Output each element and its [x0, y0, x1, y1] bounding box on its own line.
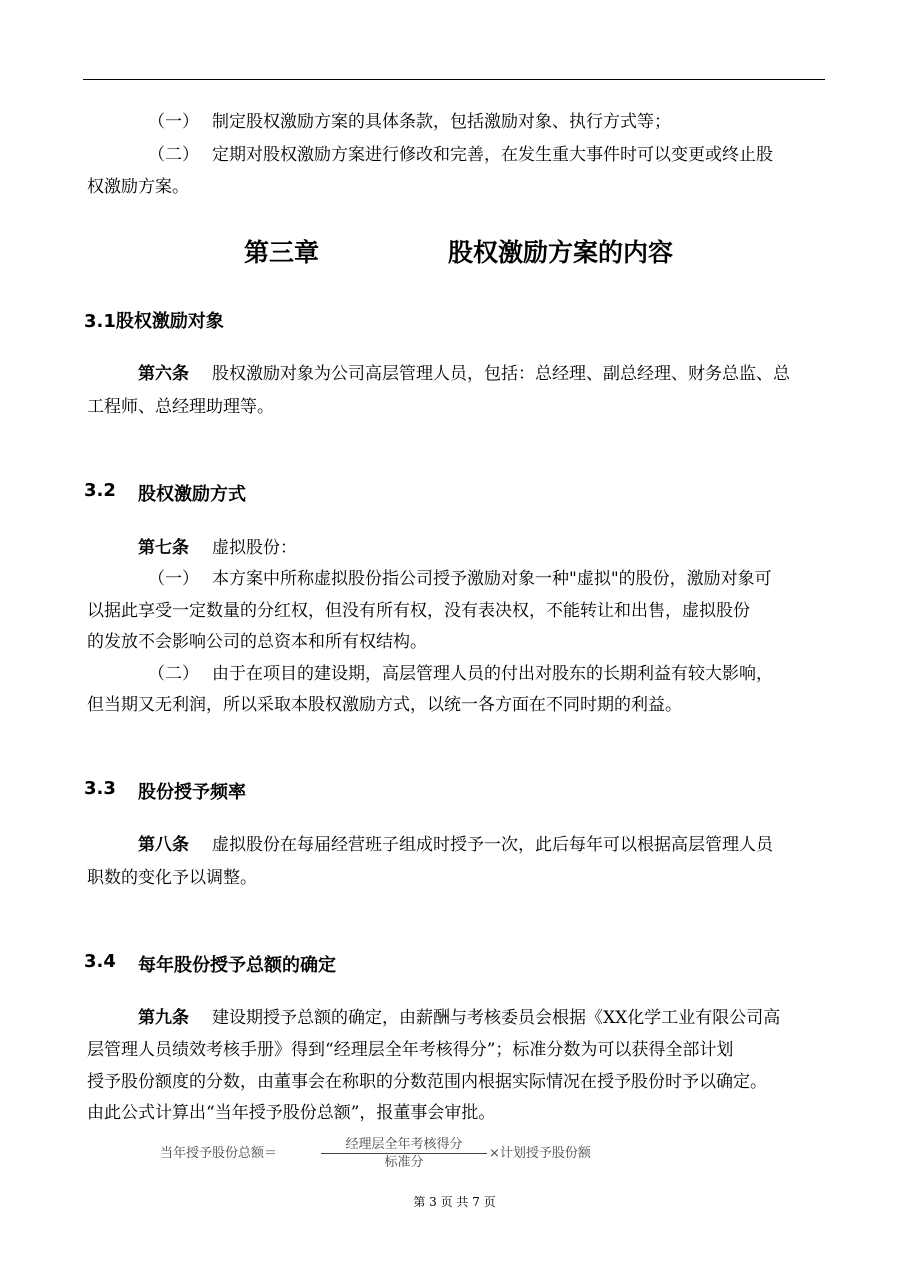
list-item-text: 制定股权激励方案的具体条款，包括激励对象、执行方式等； [212, 112, 671, 132]
page-footer: 第 3 页 共 7 页 [413, 1195, 496, 1209]
formula-rhs: ×计划授予股份额 [489, 1146, 591, 1161]
formula-lhs: 当年授予股份总额＝ [160, 1146, 278, 1161]
chapter-number: 第三章 [244, 238, 320, 267]
list-item-text: 但当期又无利润，所以采取本股权激励方式，以统一各方面在不同时期的利益。 [87, 695, 682, 715]
list-item-text: 的发放不会影响公司的总资本和所有权结构。 [87, 632, 427, 652]
article-text: 虚拟股份在每届经营班子组成时授予一次，此后每年可以根据高层管理人员 [212, 835, 773, 855]
article-text: 工程师、总经理助理等。 [87, 397, 274, 417]
section-number: 3.4 [84, 951, 116, 972]
header-rule [83, 79, 825, 80]
section-title: 股权激励方式 [138, 484, 246, 505]
article-label: 第九条 [138, 1008, 189, 1028]
article-text: 建设期授予总额的确定，由薪酬与考核委员会根据《XX化学工业有限公司高 [212, 1008, 781, 1028]
article-text: 由此公式计算出“当年授予股份总额”，报董事会审批。 [87, 1103, 496, 1123]
formula-denominator: 标准分 [384, 1155, 424, 1170]
formula-fraction [321, 1136, 487, 1171]
article-text: 职数的变化予以调整。 [87, 868, 257, 888]
article-label: 第八条 [138, 835, 189, 855]
section-title: 每年股份授予总额的确定 [138, 955, 336, 976]
article-text: 授予股份额度的分数，由董事会在称职的分数范围内根据实际情况在授予股份时予以确定。 [87, 1072, 767, 1092]
list-item-text: 由于在项目的建设期，高层管理人员的付出对股东的长期利益有较大影响， [212, 664, 773, 684]
formula-numerator: 经理层全年考核得分 [321, 1136, 487, 1154]
section-number: 3.3 [84, 778, 116, 799]
chapter-title: 股权激励方案的内容 [448, 238, 674, 267]
section-heading: 3.1股权激励对象 [84, 311, 224, 332]
list-marker: （二） [148, 145, 199, 165]
article-text: 虚拟股份： [212, 538, 297, 558]
section-number: 3.2 [84, 480, 116, 501]
list-marker: （一） [148, 112, 199, 132]
list-item-text: 本方案中所称虚拟股份指公司授予激励对象一种"虚拟"的股份，激励对象可 [212, 569, 772, 589]
article-label: 第七条 [138, 538, 189, 558]
list-item-text: 权激励方案。 [87, 177, 189, 197]
list-item-text: 以据此享受一定数量的分红权，但没有所有权，没有表决权，不能转让和出售，虚拟股份 [87, 601, 750, 621]
section-title: 股份授予频率 [138, 782, 246, 803]
article-text: 股权激励对象为公司高层管理人员，包括：总经理、副总经理、财务总监、总 [212, 364, 790, 384]
list-marker: （二） [148, 664, 199, 684]
list-item-text: 定期对股权激励方案进行修改和完善，在发生重大事件时可以变更或终止股 [212, 145, 773, 165]
article-text: 层管理人员绩效考核手册》得到“经理层全年考核得分”；标准分数为可以获得全部计划 [87, 1040, 734, 1060]
list-marker: （一） [148, 569, 199, 589]
article-label: 第六条 [138, 364, 189, 384]
